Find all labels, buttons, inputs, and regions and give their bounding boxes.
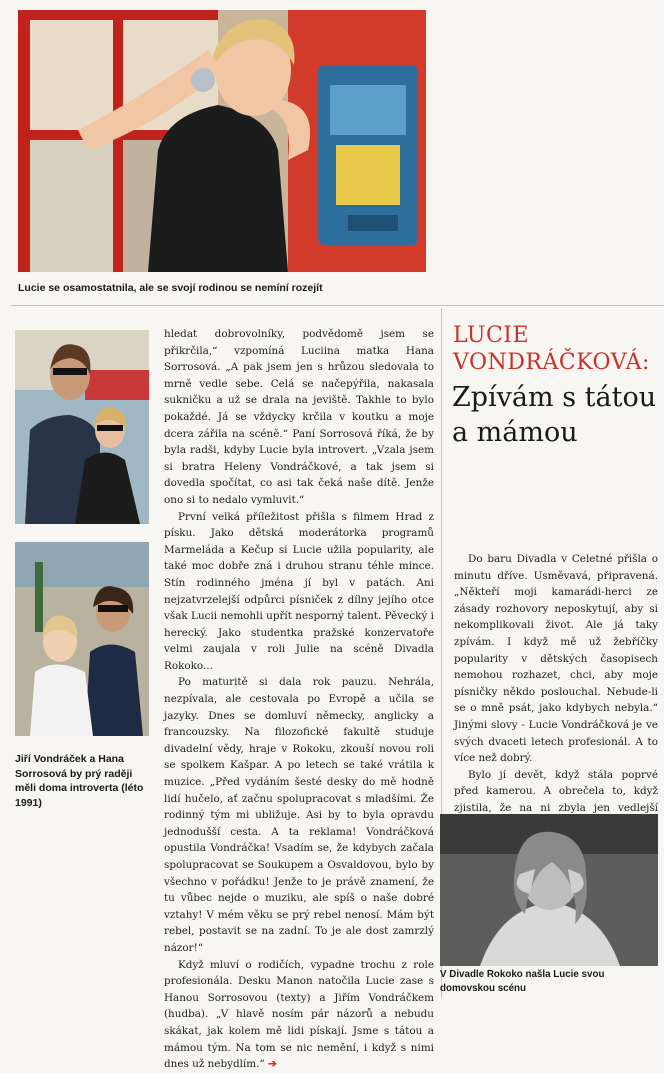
kicker-line-1: LUCIE (453, 323, 530, 348)
paragraph-text: Když mluví o rodičích, vypadne trochu z role profesionála. Desku Manon natočila Lucie zase s Hanou Sorrosovou (texty) a Jiřím Vondráčkem (hudba). „V hlavě nosím pár názorů a nebudu skákat, jak kolem mě lidi pískají. Jsme s tátou a mámou tým. Na tom se nic nemění, i když s nimi dnes už nebydlím.“ (164, 958, 434, 1071)
family-photo-1 (15, 330, 149, 524)
continue-arrow-icon: ➔ (268, 1058, 277, 1071)
top-photo (18, 10, 426, 272)
kicker-line-2: VONDRÁČKOVÁ: (453, 350, 650, 375)
paragraph: Do baru Divadla v Celetné přišla o minutu dříve. Usměvavá, připravená. „Někteří moji kamarádi-herci ze zásady rozhovory neposkytují, aby si nekomplikovali život. Ale já taky zpívám. I když mě už žebříčky popularity v dětských časopisech nemohou rozhazet, chci, aby moje písničky někdo poslouchal. Nebude-li se o mně psát, jako kdybych nebyla.“ Jinými slovy - Lucie Vondráčková je ve svých dvaceti letech profesionál. A to více než dobrý. (454, 553, 658, 765)
family-photo-2 (15, 542, 149, 736)
middle-article-column (164, 326, 434, 1073)
stage-photo (440, 814, 658, 966)
stage-photo-caption: V Divadle Rokoko našla Lucie svou domovskou scénu (440, 969, 605, 994)
article-headline: Zpívám s tátou a mámou (452, 382, 657, 448)
section-divider (10, 305, 664, 306)
family-photo-caption: Jiří Vondráček a Hana Sorrosová by prý raději měli doma introverta (léto 1991) (15, 753, 144, 809)
paragraph: První velká příležitost přišla s filmem Hrad z písku. Jako dětská moderátorka programů Marmeláda a Kečup si Lucie užila popularity, ale také moc dobře zná i druhou stranu téhle mince. Stín rodinného jména jí byl v patách. Ani nejzatvrzelejší odpůrci písniček z dílny jejího otce však Lucii nemohli upřít nesporný talent. Pěvecký i herecký. Jako studentka pražské konzervatoře velmi zaujala v roli Julie na scéně Divadla Rokoko... (164, 510, 434, 672)
paragraph: hledat dobrovolníky, podvědomě jsem se přikrčila,“ vzpomíná Luciina matka Hana Sorrosová. „A pak jsem jen s hrůzou sledovala to mrně vedle sebe. Celá se načepýřila, nakasala sukničku a už se drala na jeviště. Takhle to bylo pokaždé. Já se vždycky krčila v koutku a moje dcera zářila na scéně.“ Paní Sorrosová říká, že by byla radši, kdyby Lucie byla introvert. „Vzala jsem si bratra Heleny Vondráčkové, a tak jsem si dovedla spočítat, co asi tak čeká naše dítě. Jenže ono si to nedalo vymluvit.“ (164, 328, 434, 506)
article-kicker (453, 322, 663, 376)
paragraph (164, 957, 434, 1073)
top-photo-caption: Lucie se osamostatnila, ale se svojí rodinou se nemíní rozejít (18, 282, 323, 294)
paragraph: Bylo jí devět, když stála poprvé před kamerou. A obrečela to, když zjistila, že na ni zbyla jen vedlejší (454, 768, 658, 814)
paragraph: Po maturitě si dala rok pauzu. Nehrála, nezpívala, ale cestovala po Evropě a učila se jazyky. Dnes se domluví německy, anglicky a francouzsky. Na filozofické fakultě studuje divadelní vědy, hraje v Rokoku, zkouší novou roli se spolkem Kašpar. A po letech se také vrátila k muzice. „Před vydáním šesté desky do mě hodně lidí hučelo, ať začnu spolupracovat s mladšími. Že rodinný tým mi ubližuje. Asi by to byla opravdu jednodušší cesta. A ta reklama! Vondráčková opustila Vondráčka! Vsadím se, že kdybych začala spolupracovat se Soukupem a Osvaldovou, bylo by všechno v pořádku! Jenže to je právě znamení, že tu vůbec nejde o muziku, ale spíš o naše dobré vztahy! V mém věku se prý rebel nenosí. Mám být rebel, postavit se na zadní. To je ale dost zamrzlý názor!“ (164, 676, 434, 954)
